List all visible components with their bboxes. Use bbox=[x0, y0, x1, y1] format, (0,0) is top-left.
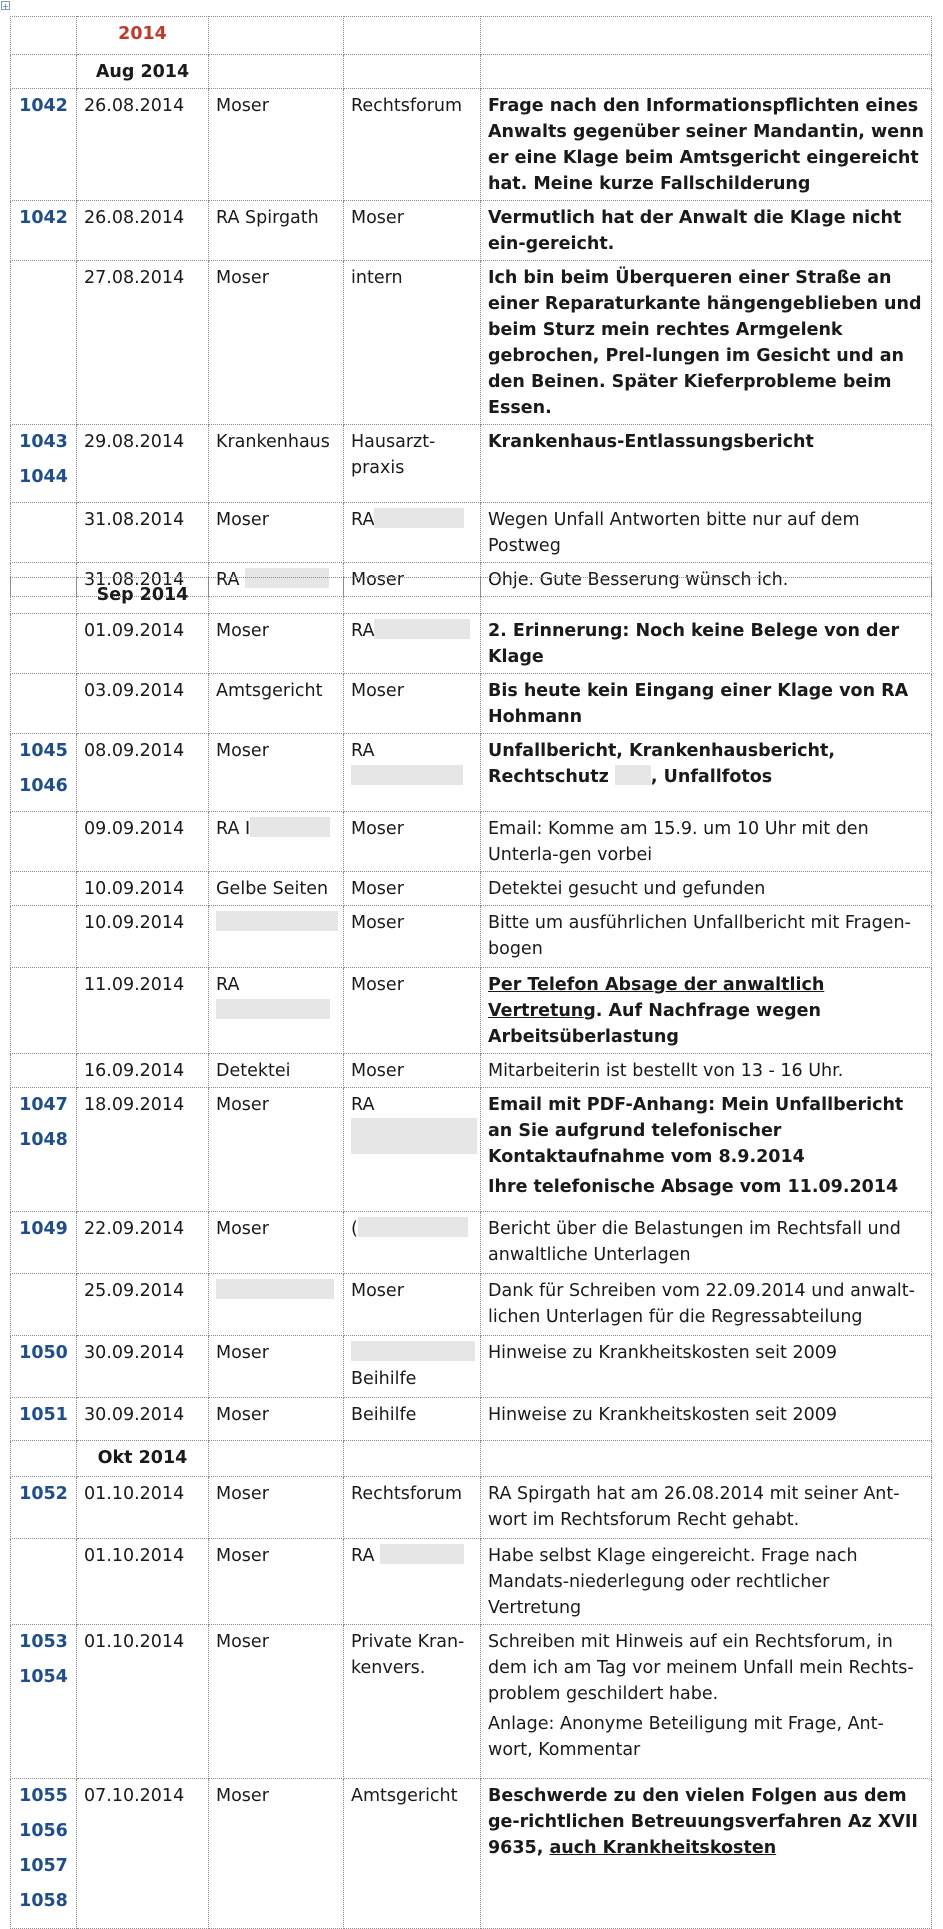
date-cell: 01.10.2014 bbox=[77, 1539, 209, 1625]
recipient-cell: Hausarzt-praxis bbox=[344, 425, 481, 503]
date-cell: 22.09.2014 bbox=[77, 1212, 209, 1274]
subject-cell: Email mit PDF-Anhang: Mein Unfallbericht an Sie aufgrund telefonischer Kontaktaufnahme vom 8.9.2014 Ihre telefonische Absage vom 11.09.2014 bbox=[481, 1088, 932, 1212]
recipient-cell: Amtsgericht bbox=[344, 1779, 481, 1929]
sender-cell: Moser bbox=[209, 1212, 344, 1274]
recipient-cell: RA bbox=[344, 614, 481, 674]
doc-number: 1050 bbox=[11, 1336, 77, 1398]
table-row bbox=[11, 674, 932, 734]
date-cell: 30.09.2014 bbox=[77, 1398, 209, 1441]
date-cell: 30.09.2014 bbox=[77, 1336, 209, 1398]
table-row bbox=[11, 1054, 932, 1088]
subject-cell: Frage nach den Informationspflichten eines Anwalts gegenüber seiner Mandantin, wenn er eine Klage beim Amtsgericht eingereicht hat. Meine kurze Fallschilderung bbox=[481, 89, 932, 201]
table-row bbox=[11, 89, 932, 201]
recipient-cell: RA bbox=[344, 1539, 481, 1625]
sender-cell: Detektei bbox=[209, 1054, 344, 1088]
subject-cell: 2. Erinnerung: Noch keine Belege von der Klage bbox=[481, 614, 932, 674]
subject-cell: Mitarbeiterin ist bestellt von 13 - 16 Uhr. bbox=[481, 1054, 932, 1088]
date-cell: 11.09.2014 bbox=[77, 968, 209, 1054]
date-cell: 01.10.2014 bbox=[77, 1625, 209, 1779]
subject-cell: Dank für Schreiben vom 22.09.2014 und anwalt-lichen Unterlagen für die Regressabteilung bbox=[481, 1274, 932, 1336]
date-cell: 01.09.2014 bbox=[77, 614, 209, 674]
date-cell: 25.09.2014 bbox=[77, 1274, 209, 1336]
doc-number: 1053 1054 bbox=[11, 1625, 77, 1779]
recipient-cell: Moser bbox=[344, 674, 481, 734]
sender-cell: RA Spirgath bbox=[209, 201, 344, 261]
recipient-cell: Moser bbox=[344, 968, 481, 1054]
redaction-box bbox=[216, 999, 330, 1019]
table-row bbox=[11, 503, 932, 563]
sender-cell: Moser bbox=[209, 89, 344, 201]
recipient-cell: Moser bbox=[344, 812, 481, 872]
table-row bbox=[11, 1625, 932, 1779]
table-row bbox=[11, 425, 932, 503]
date-cell: 29.08.2014 bbox=[77, 425, 209, 503]
table-row bbox=[11, 614, 932, 674]
redaction-box bbox=[358, 1217, 468, 1237]
sender-cell: RA bbox=[209, 968, 344, 1054]
redaction-box bbox=[374, 619, 470, 639]
recipient-cell: intern bbox=[344, 261, 481, 425]
sender-cell: Gelbe Seiten bbox=[209, 872, 344, 906]
subject-cell: Bis heute kein Eingang einer Klage von RA Hohmann bbox=[481, 674, 932, 734]
sender-cell: Moser bbox=[209, 503, 344, 563]
recipient-cell: Rechtsforum bbox=[344, 89, 481, 201]
date-cell: 26.08.2014 bbox=[77, 201, 209, 261]
month-heading: Okt 2014 bbox=[77, 1441, 209, 1477]
doc-number: 1049 bbox=[11, 1212, 77, 1274]
redaction-box bbox=[351, 765, 463, 785]
date-cell: 27.08.2014 bbox=[77, 261, 209, 425]
year-heading: 2014 bbox=[77, 17, 209, 55]
date-cell: 07.10.2014 bbox=[77, 1779, 209, 1929]
date-cell: 31.08.2014 bbox=[77, 563, 209, 597]
subject-cell: Email: Komme am 15.9. um 10 Uhr mit den Unterla-gen vorbei bbox=[481, 812, 932, 872]
date-cell: 10.09.2014 bbox=[77, 872, 209, 906]
sender-cell: RA bbox=[209, 563, 344, 597]
redaction-box bbox=[351, 1341, 475, 1361]
table-row bbox=[11, 1398, 932, 1441]
subject-cell: RA Spirgath hat am 26.08.2014 mit seiner Ant-wort im Rechtsforum Recht gehabt. bbox=[481, 1477, 932, 1539]
recipient-cell: Moser bbox=[344, 872, 481, 906]
table-row bbox=[11, 261, 932, 425]
redaction-box bbox=[250, 817, 330, 837]
redaction-box bbox=[380, 1544, 464, 1564]
sender-cell: Moser bbox=[209, 261, 344, 425]
subject-cell: Bericht über die Belastungen im Rechtsfall und anwaltliche Unterlagen bbox=[481, 1212, 932, 1274]
date-cell: 03.09.2014 bbox=[77, 674, 209, 734]
sender-cell: Moser bbox=[209, 1539, 344, 1625]
doc-number: 1045 1046 bbox=[11, 734, 77, 812]
recipient-cell: Beihilfe bbox=[344, 1336, 481, 1398]
table-move-handle-icon[interactable]: + bbox=[2, 2, 9, 11]
correspondence-table-aug bbox=[10, 16, 932, 597]
subject-cell: Hinweise zu Krankheitskosten seit 2009 bbox=[481, 1398, 932, 1441]
date-cell: 16.09.2014 bbox=[77, 1054, 209, 1088]
subject-cell: Unfallbericht, Krankenhausbericht, Rechtschutz , Unfallfotos bbox=[481, 734, 932, 812]
table-row bbox=[11, 1274, 932, 1336]
table-row bbox=[11, 1539, 932, 1625]
table-row bbox=[11, 1477, 932, 1539]
redaction-box bbox=[216, 911, 338, 931]
subject-cell: Wegen Unfall Antworten bitte nur auf dem Postweg bbox=[481, 503, 932, 563]
month-heading: Sep 2014 bbox=[77, 578, 209, 614]
year-row bbox=[11, 17, 932, 55]
sender-cell bbox=[209, 906, 344, 968]
correspondence-table-sep-okt bbox=[10, 577, 932, 1929]
sender-cell: Krankenhaus bbox=[209, 425, 344, 503]
sender-cell: Moser bbox=[209, 1625, 344, 1779]
doc-number: 1051 bbox=[11, 1398, 77, 1441]
sender-cell: RA I bbox=[209, 812, 344, 872]
subject-cell: Ohje. Gute Besserung wünsch ich. bbox=[481, 563, 932, 597]
table-row bbox=[11, 734, 932, 812]
recipient-cell: RA bbox=[344, 503, 481, 563]
table-row bbox=[11, 1212, 932, 1274]
sender-cell: Moser bbox=[209, 1477, 344, 1539]
table-row bbox=[11, 1336, 932, 1398]
table-row bbox=[11, 812, 932, 872]
subject-cell: Hinweise zu Krankheitskosten seit 2009 bbox=[481, 1336, 932, 1398]
month-row bbox=[11, 1441, 932, 1477]
subject-cell: Krankenhaus-Entlassungsbericht bbox=[481, 425, 932, 503]
subject-cell: Vermutlich hat der Anwalt die Klage nicht ein-gereicht. bbox=[481, 201, 932, 261]
table-row bbox=[11, 872, 932, 906]
date-cell: 26.08.2014 bbox=[77, 89, 209, 201]
recipient-cell: RA bbox=[344, 734, 481, 812]
date-cell: 08.09.2014 bbox=[77, 734, 209, 812]
sender-cell: Moser bbox=[209, 614, 344, 674]
table-row bbox=[11, 1779, 932, 1929]
date-cell: 10.09.2014 bbox=[77, 906, 209, 968]
recipient-cell: Moser bbox=[344, 201, 481, 261]
recipient-cell: Moser bbox=[344, 906, 481, 968]
subject-cell: Habe selbst Klage eingereicht. Frage nach Mandats-niederlegung oder rechtlicher Vertretung bbox=[481, 1539, 932, 1625]
subject-cell: Beschwerde zu den vielen Folgen aus dem ge-richtlichen Betreuungsverfahren Az XVII 9635, auch Krankheitskosten bbox=[481, 1779, 932, 1929]
doc-number: 1047 1048 bbox=[11, 1088, 77, 1212]
subject-cell: Per Telefon Absage der anwaltlich Vertretung. Auf Nachfrage wegen Arbeitsüberlastung bbox=[481, 968, 932, 1054]
date-cell: 18.09.2014 bbox=[77, 1088, 209, 1212]
recipient-cell: Moser bbox=[344, 1274, 481, 1336]
table-row bbox=[11, 906, 932, 968]
month-row bbox=[11, 55, 932, 89]
recipient-cell: Moser bbox=[344, 563, 481, 597]
recipient-cell: Moser bbox=[344, 1054, 481, 1088]
table-row bbox=[11, 968, 932, 1054]
redaction-box bbox=[351, 1118, 477, 1154]
recipient-cell: Private Kran-kenvers. bbox=[344, 1625, 481, 1779]
recipient-cell: ( bbox=[344, 1212, 481, 1274]
doc-number: 1042 bbox=[11, 201, 77, 261]
recipient-cell: Beihilfe bbox=[344, 1398, 481, 1441]
month-heading: Aug 2014 bbox=[77, 55, 209, 89]
redaction-box bbox=[216, 1279, 334, 1299]
sender-cell: Amtsgericht bbox=[209, 674, 344, 734]
doc-number: 1055 1056 1057 1058 bbox=[11, 1779, 77, 1929]
redaction-box bbox=[374, 508, 464, 528]
sender-cell: Moser bbox=[209, 1336, 344, 1398]
redaction-box bbox=[615, 765, 651, 785]
sender-cell: Moser bbox=[209, 1088, 344, 1212]
table-row bbox=[11, 1088, 932, 1212]
recipient-cell: Rechtsforum bbox=[344, 1477, 481, 1539]
subject-cell: Detektei gesucht und gefunden bbox=[481, 872, 932, 906]
date-cell: 31.08.2014 bbox=[77, 503, 209, 563]
month-row bbox=[11, 578, 932, 614]
subject-cell: Schreiben mit Hinweis auf ein Rechtsforum, in dem ich am Tag vor meinem Unfall mein Rechts-problem geschildert habe. Anlage: Anonyme Beteiligung mit Frage, Ant-wort, Kommentar bbox=[481, 1625, 932, 1779]
sender-cell bbox=[209, 1274, 344, 1336]
doc-number: 1043 1044 bbox=[11, 425, 77, 503]
recipient-cell: RA bbox=[344, 1088, 481, 1212]
subject-cell: Bitte um ausführlichen Unfallbericht mit Fragen-bogen bbox=[481, 906, 932, 968]
sender-cell: Moser bbox=[209, 734, 344, 812]
date-cell: 09.09.2014 bbox=[77, 812, 209, 872]
sender-cell: Moser bbox=[209, 1398, 344, 1441]
sender-cell: Moser bbox=[209, 1779, 344, 1929]
date-cell: 01.10.2014 bbox=[77, 1477, 209, 1539]
table-row bbox=[11, 201, 932, 261]
subject-cell: Ich bin beim Überqueren einer Straße an einer Reparaturkante hängengeblieben und beim Sturz mein rechtes Armgelenk gebrochen, Prel-lungen im Gesicht und an den Beinen. Später Kieferprobleme beim Essen. bbox=[481, 261, 932, 425]
doc-number: 1042 bbox=[11, 89, 77, 201]
doc-number: 1052 bbox=[11, 1477, 77, 1539]
